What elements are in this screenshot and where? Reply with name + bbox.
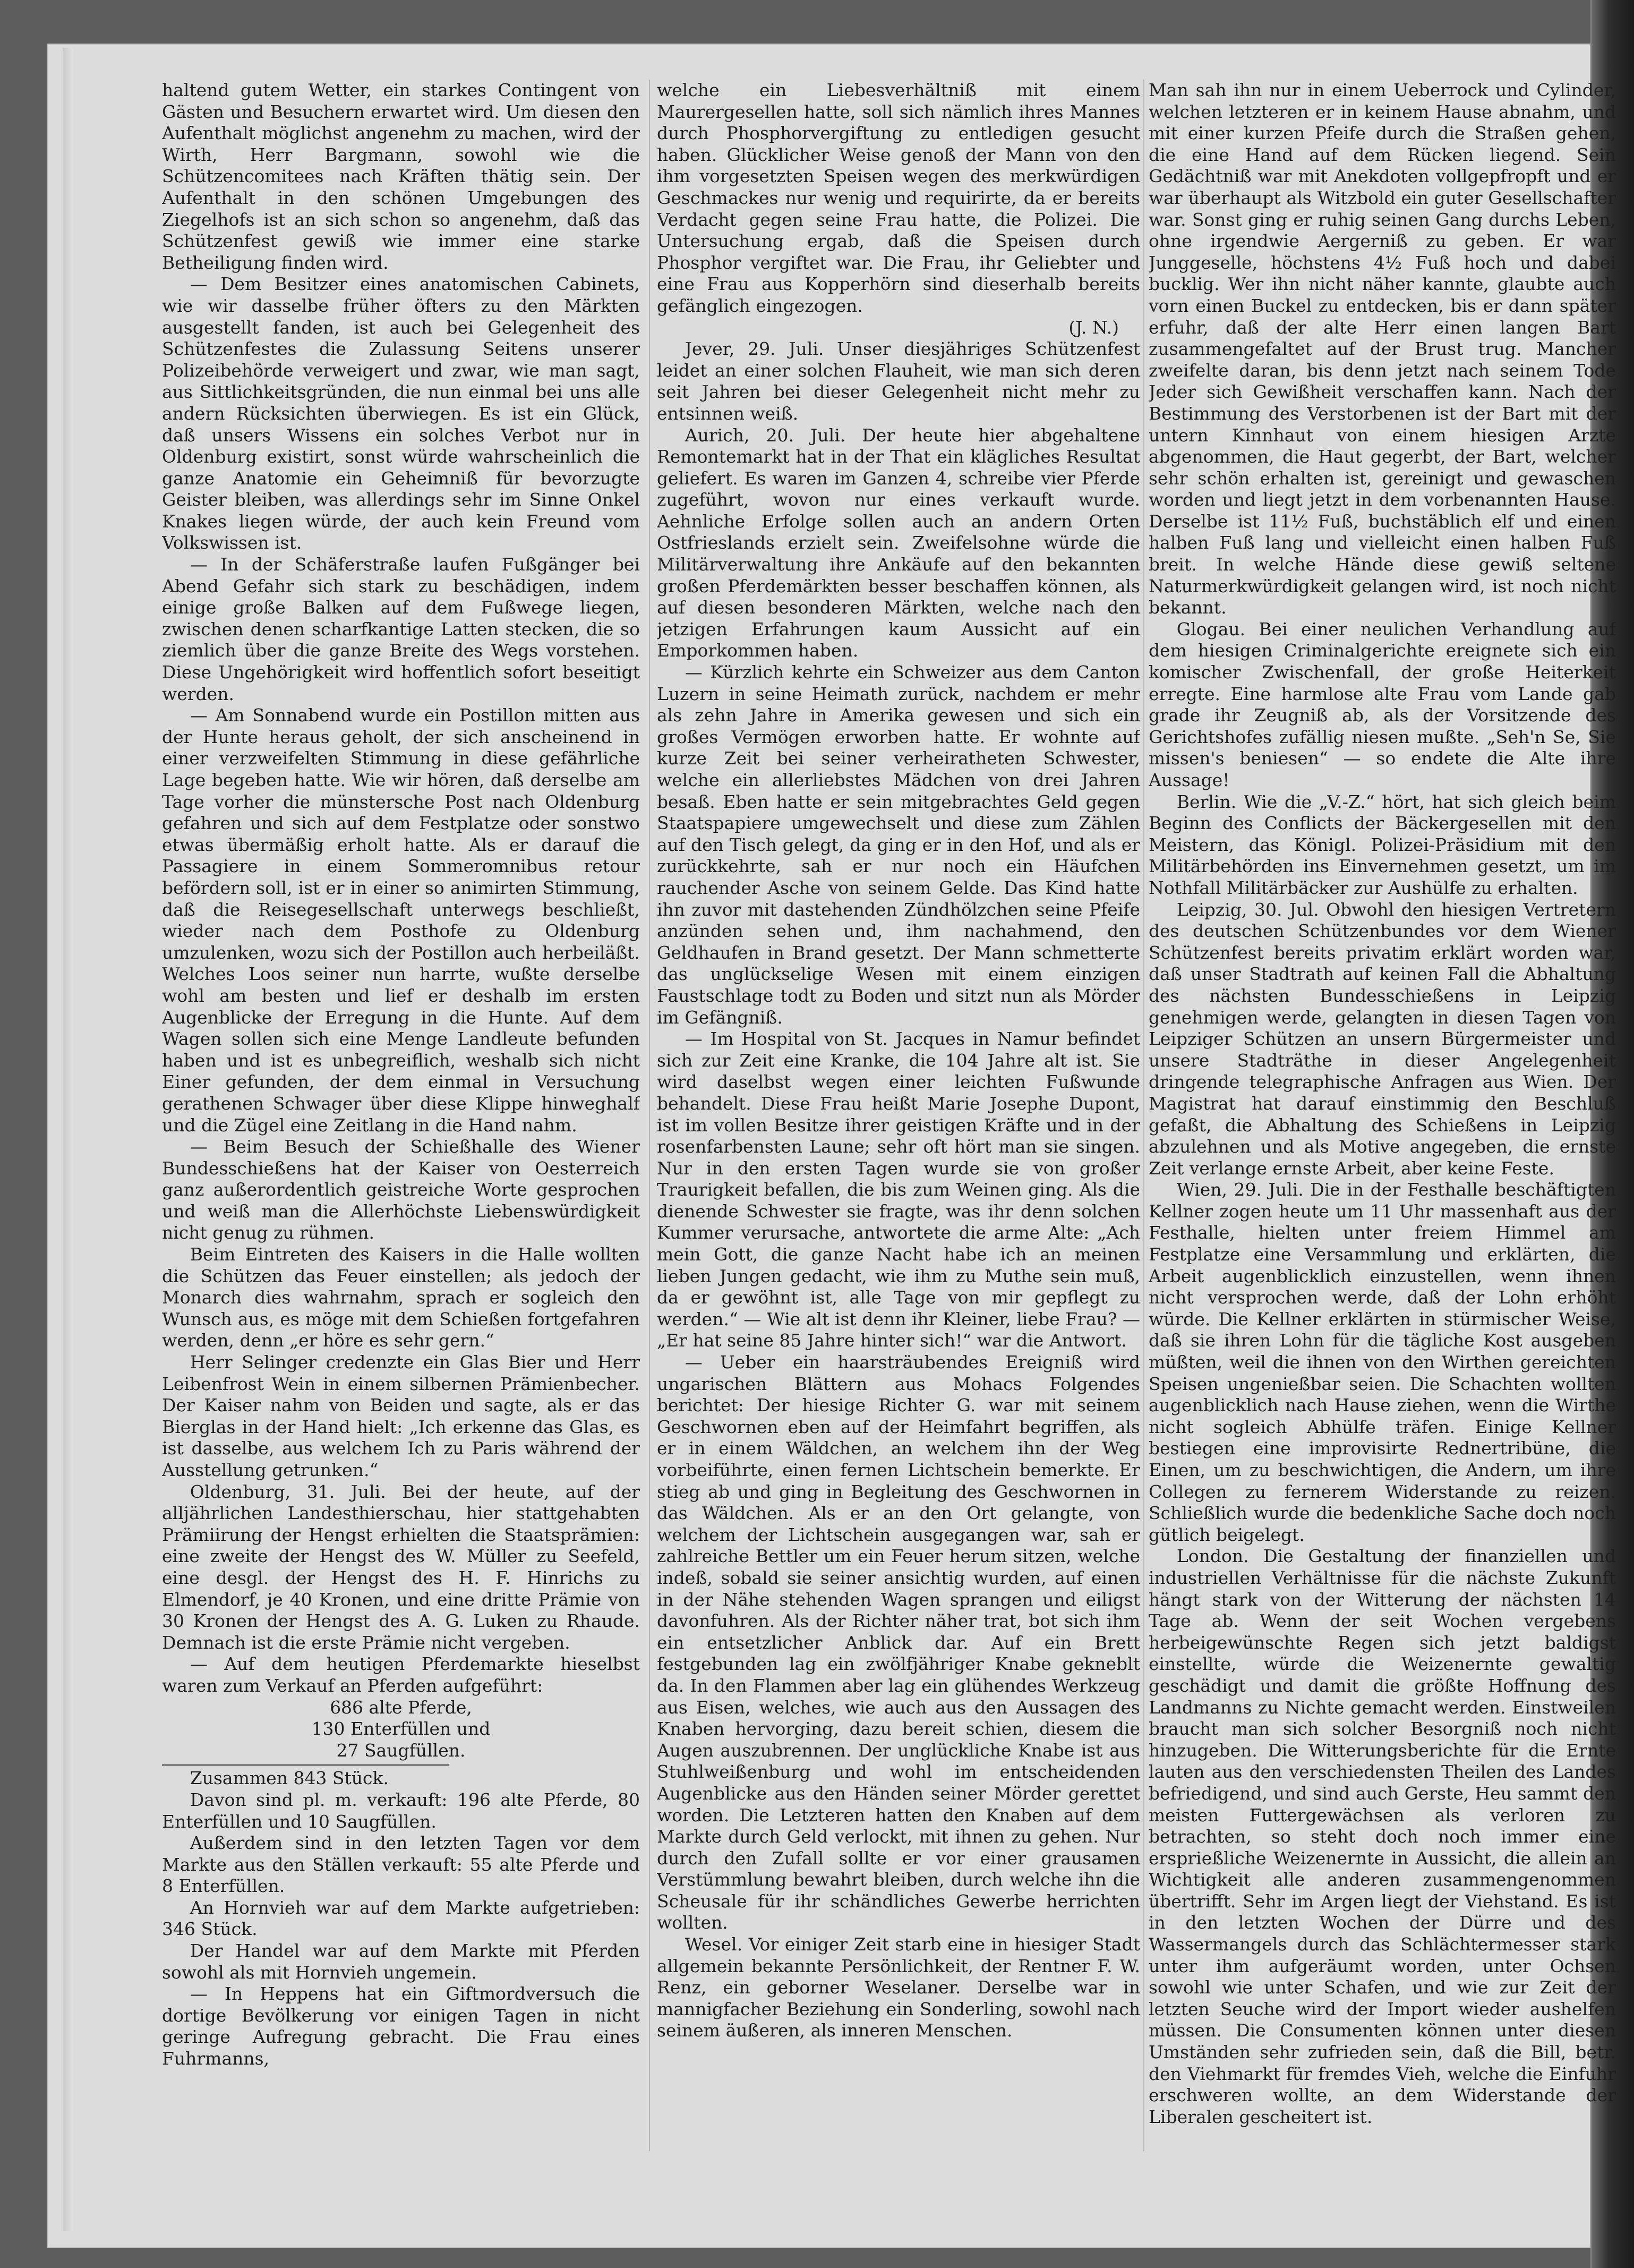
column-divider (1143, 80, 1144, 2151)
paragraph: — Ueber ein haarsträubendes Ereigniß wird ungarischen Blättern aus Mohacs Folgendes berichtet: Der hiesige Richter G. war mit seinem Geschwornen eben auf der Heimfahrt begriffen, als er in einem Wäldchen, an welchem ihn der Weg vorbeiführte, einen fernen Lichtschein bemerkte. Er stieg ab und ging in Begleitung des Geschwornen in das Wäldchen. Als er an den Ort gelangte, von welchem der Lichtschein ausgegangen war, sah er zahlreiche Bettler um ein Feuer herum sitzen, welche indeß, sobald sie seiner ansichtig wurden, auf einen in der Nähe stehenden Wagen sprangen und eiligst davonfuhren. Als der Richter näher trat, bot sich ihm ein entsetzlicher Anblick dar. Auf ein Brett festgebunden lag ein zwölfjähriger Knabe gekneblt da. In den Flammen aber lag ein glühendes Werkzeug aus Eisen, welches, wie auch aus den Aussagen des Knaben hervorging, dazu bereit schien, diesem die Augen auszubrennen. Der unglückliche Knabe ist aus Stuhlweißenburg und wohl im entscheidenden Augenblicke aus den Händen seiner Mörder gerettet worden. Die Letzteren hatten den Knaben auf dem Markte durch Geld verlockt, mit ihnen zu gehen. Nur durch den Zufall sollte er vor einer grausamen Verstümmlung bewahrt bleiben, durch welche ihn die Scheusale für ihr schändliches Gewerbe herrichten wollten. (657, 1352, 1140, 1933)
news-item-london: London. Die Gestaltung der finanziellen und industriellen Verhältnisse für die nächste Zukunft hängt stark von der Witterung der nächsten 14 Tage ab. Wenn der seit Wochen vergebens herbeigewünschte Regen sich jetzt baldigst einstellte, würde die Weizenernte gewaltig geschädigt und damit die größte Hoffnung des Landmanns zu Nichte gemacht werden. Einstweilen braucht man sich solcher Besorgniß noch nicht hinzugeben. Die Witterungsberichte für die Ernte lauten aus den verschiedensten Theilen des Landes befriedigend, und sind auch Gerste, Heu sammt den meisten Futtergewächsen als verloren zu betrachten, so steht doch noch immer eine ersprießliche Weizenernte in Aussicht, die allein an Wichtigkeit alle anderen zusammengenommen übertrifft. Sehr im Argen liegt der Viehstand. Es ist in den letzten Wochen der Dürre und des Wassermangels durch das Schlächtermesser stark unter ihm aufgeräumt worden, unter Ochsen sowohl wie unter Schafen, und wie zur Zeit der letzten Seuche wird der Import wieder aushelfen müssen. Die Consumenten können unter diesen Umständen sehr zufrieden sein, daß die Bill, betr. den Viehmarkt für fremdes Vieh, welche die Einfuhr erschweren wollte, an dem Widerstande der Liberalen gescheitert ist. (1149, 1546, 1616, 2127)
paragraph: Außerdem sind in den letzten Tagen vor dem Markte aus den Ställen verkauft: 55 alte Pferde und 8 Enterfüllen. (162, 1832, 640, 1897)
paragraph: — Im Hospital von St. Jacques in Namur befindet sich zur Zeit eine Kranke, die 104 Jahre alt ist. Sie wird daselbst wegen einer leichten Fußwunde behandelt. Diese Frau heißt Marie Josephe Dupont, ist im vollen Besitze ihrer geistigen Kräfte und in der rosenfarbensten Laune; sehr oft hört man sie singen. Nur in den ersten Tagen wurde sie von großer Traurigkeit befallen, die bis zum Weinen ging. Als die dienende Schwester sie fragte, was ihr denn solchen Kummer verursache, antwortete die arme Alte: „Ach mein Gott, die ganze Nacht habe ich an meinen lieben Jungen gedacht, wie ihm zu Muthe sein muß, da er gewöhnt ist, alle Tage von mir gepflegt zu werden.“ — Wie alt ist denn ihr Kleiner, liebe Frau? — „Er hat seine 85 Jahre hinter sich!“ war die Antwort. (657, 1028, 1140, 1351)
paragraph: — Beim Besuch der Schießhalle des Wiener Bundesschießens hat der Kaiser von Oesterreich ganz außerordentlich geistreiche Worte gesprochen und weiß man die Allerhöchste Liebenswürdigkeit nicht genug zu rühmen. (162, 1136, 640, 1243)
news-item-wesel: Wesel. Vor einiger Zeit starb eine in hiesiger Stadt allgemein bekannte Persönlichkeit, der Rentner F. W. Renz, ein geborner Weselaner. Derselbe war in mannigfacher Beziehung ein Sonderling, sowohl nach seinem äußeren, als inneren Menschen. (657, 1934, 1140, 2041)
paragraph: — In der Schäferstraße laufen Fußgänger bei Abend Gefahr sich stark zu beschädigen, indem einige große Balken auf dem Fußwege liegen, zwischen denen scharfkantige Latten stecken, die so ziemlich über die ganze Breite des Wegs vorstehen. Diese Ungehörigkeit wird hoffentlich sofort beseitigt werden. (162, 554, 640, 704)
paragraph: haltend gutem Wetter, ein starkes Contingent von Gästen und Besuchern erwartet wird. Um diesen den Aufenthalt möglichst angenehm zu machen, wird der Wirth, Herr Bargmann, sowohl wie die Schützencomitees nach Kräften thätig sein. Der Aufenthalt in den schönen Umgebungen des Ziegelhofs ist an sich schon so angenehm, daß das Schützenfest gewiß wie immer eine starke Betheiligung finden wird. (162, 80, 640, 273)
news-item-jever: Jever, 29. Juli. Unser diesjähriges Schützenfest leidet an einer solchen Flauheit, wie man sich deren seit Jahren bei dieser Gelegenheit nicht mehr zu entsinnen weiß. (657, 338, 1140, 424)
text-column-2 (657, 80, 1140, 2194)
paragraph: Herr Selinger credenzte ein Glas Bier und Herr Leibenfrost Wein in einem silbernen Prämienbecher. Der Kaiser nahm von Beiden und sagte, als er das Bierglas in der Hand hielt: „Ich erkenne das Glas, es ist dasselbe, aus welchem Ich zu Paris während der Ausstellung getrunken.“ (162, 1352, 640, 1480)
text-column-1 (162, 80, 640, 2194)
paragraph: — Kürzlich kehrte ein Schweizer aus dem Canton Luzern in seine Heimath zurück, nachdem er mehr als zehn Jahre in Amerika gewesen und sich ein großes Vermögen erworben hatte. Er wohnte auf kurze Zeit bei seiner verheiratheten Schwester, welche ein allerliebstes Mädchen von drei Jahren besaß. Eben hatte er sein mitgebrachtes Geld gegen Staatspapiere umgewechselt und diese zum Zählen auf den Tisch gelegt, da ging er in den Hof, und als er zurückkehrte, sah er nur noch ein Häufchen rauchender Asche von seinem Gelde. Das Kind hatte ihn zuvor mit dastehenden Zündhölzchen seine Pfeife anzünden sehen und, ihm nachahmend, den Geldhaufen in Brand gesetzt. Der Mann schmetterte das unglückselige Wesen mit einem einzigen Faustschlage todt zu Boden und sitzt nun als Mörder im Gefängniß. (657, 662, 1140, 1028)
news-item-leipzig: Leipzig, 30. Jul. Obwohl den hiesigen Vertretern des deutschen Schützenbundes vor dem Wiener Schützenfest bereits privatim erklärt worden war, daß unser Stadtrath auf keinen Fall die Abhaltung des nächsten Bundesschießens in Leipzig genehmigen werde, gelangten in diesen Tagen von Leipziger Schützen an unsern Bürgermeister und unsere Stadträthe in dieser Angelegenheit dringende telegraphische Anfragen aus Wien. Der Magistrat hat darauf einstimmig den Beschluß gefaßt, die Abhaltung des Schießens in Leipzig abzulehnen und als Motive angegeben, die ernste Zeit verlange ernste Arbeit, aber keine Feste. (1149, 899, 1616, 1179)
paragraph: — Am Sonnabend wurde ein Postillon mitten aus der Hunte heraus geholt, der sich anscheinend in einer verzweifelten Stimmung in diese gefährliche Lage begeben hatte. Wie wir hören, daß derselbe am Tage vorher die münstersche Post nach Oldenburg gefahren und sich auf dem Festplatze oder sonstwo etwas übermäßig erholt hatte. Als er darauf die Passagiere in einem Sommeromnibus retour befördern soll, ist er in einer so animirten Stimmung, daß die Reisegesellschaft unterwegs beschließt, wieder nach dem Posthofe zu Oldenburg umzulenken, wozu sich der Postillon auch herbeiläßt. Welches Loos seiner nun harrte, wußte derselbe wohl am besten und lief er deshalb im ersten Augenblicke der Erregung in die Hunte. Auf dem Wagen sollen sich eine Menge Landleute befunden haben und ist es unbegreiflich, weshalb sich nicht Einer gefunden, der dem einmal in Versuchung gerathenen Schwager über diese Klippe hinweghalf und die Zügel eine Zeitlang in die Hand nahm. (162, 705, 640, 1136)
stat-line: 686 alte Pferde, (330, 1696, 472, 1718)
source-signature: (J. N.) (1068, 317, 1119, 338)
sum-rule (162, 1764, 449, 1766)
paragraph: — In Heppens hat ein Giftmordversuch die dortige Bevölkerung vor einigen Tagen in nicht geringe Aufregung gebracht. Die Frau eines Fuhrmanns, (162, 1983, 640, 2069)
news-item-wien: Wien, 29. Juli. Die in der Festhalle beschäftigten Kellner zogen heute um 11 Uhr massenhaft aus der Festhalle, hielten unter freiem Himmel am Festplatze eine Versammlung und erklärten, die Arbeit augenblicklich einzustellen, wenn ihnen nicht versprochen werde, daß der Lohn erhöht würde. Die Kellner erklärten in stürmischer Weise, daß sie ihren Lohn für die tägliche Kost ausgeben müßten, weil die ihnen von den Wirthen gereichten Speisen ungenießbar seien. Die Schachten wollten augenblicklich nach Hause ziehen, wenn die Wirthe nicht sogleich Abhülfe träfen. Einige Kellner bestiegen eine improvisirte Rednertribüne, die Einen, um zu beschwichtigen, die Andern, um ihre Collegen zu fernerem Widerstande zu reizen. Schließlich wurde die bedenkliche Sache doch noch gütlich beigelegt. (1149, 1179, 1616, 1545)
news-item-glogau: Glogau. Bei einer neulichen Verhandlung auf dem hiesigen Criminalgerichte ereignete sich ein komischer Zwischenfall, der große Heiterkeit erregte. Eine harmlose alte Frau vom Lande gab grade ihr Zeugniß ab, als der Vorsitzende des Gerichtshofes zufällig niesen mußte. „Seh'n Se, Sie missen's beniesen“ — so endete die Alte ihre Aussage! (1149, 618, 1616, 790)
stat-total: Zusammen 843 Stück. (190, 1768, 389, 1789)
paragraph: Man sah ihn nur in einem Ueberrock und Cylinder, welchen letzteren er in keinem Hause abnahm, und mit einer kurzen Pfeife durch die Straßen gehen, die eine Hand auf dem Rücken liegend. Sein Gedächtniß war mit Anekdoten vollgepfropft und er war überhaupt als Witzbold ein guter Gesellschafter war. Sonst ging er ruhig seinen Gang durchs Leben, ohne irgendwie Aergerniß zu geben. Er war Junggeselle, höchstens 4½ Fuß hoch und dabei bucklig. Wer ihn nicht näher kannte, glaubte auch vorn einen Buckel zu entdecken, bis er dann später erfuhr, daß der alte Herr einen langen Bart zusammengefaltet auf der Brust trug. Mancher zweifelte daran, bis denn jetzt nach seinem Tode Jeder sich Gewißheit verschaffen kann. Nach der Bestimmung des Verstorbenen ist der Bart mit der untern Kinnhaut von einem hiesigen Arzte abgenommen, die Haut gegerbt, der Bart, welcher sehr schön erhalten ist, gereinigt und gewaschen worden und liegt jetzt in dem vorbenannten Hause. Derselbe ist 11½ Fuß, buchstäblich elf und einen halben Fuß lang und vielleicht einen halben Fuß breit. In welche Hände diese gewiß seltene Naturmerkwürdigkeit gelangen wird, ist noch nicht bekannt. (1149, 80, 1616, 618)
paragraph: An Hornvieh war auf dem Markte aufgetrieben: 346 Stück. (162, 1897, 640, 1940)
news-item-aurich: Aurich, 20. Juli. Der heute hier abgehaltene Remontemarkt hat in der That ein klägliches Resultat geliefert. Es waren im Ganzen 4, schreibe vier Pferde zugeführt, wovon nur eines verkauft wurde. Aehnliche Erfolge sollen auch an andern Orten Ostfrieslands erzielt sein. Zweifelsohne würde die Militärverwaltung ihre Ankäufe auf den bekannten großen Pferdemärkten besser beschaffen können, als auf diesen besonderen Märkten, welche nach den jetzigen Erfahrungen kaum Aussicht auf ein Emporkommen haben. (657, 424, 1140, 661)
page-left-edge (63, 48, 73, 2231)
column-divider (649, 80, 650, 2151)
stat-line: 130 Enterfüllen und (311, 1718, 491, 1740)
text-column-3 (1149, 80, 1616, 2194)
paragraph: Beim Eintreten des Kaisers in die Halle wollten die Schützen das Feuer einstellen; als jedoch der Monarch dies wahrnahm, sprach er sogleich den Wunsch aus, es möge mit dem Schießen fortgefahren werden, denn „er höre es sehr gern.“ (162, 1244, 640, 1351)
paragraph: — Auf dem heutigen Pferdemarkte hieselbst waren zum Verkauf an Pferden aufgeführt: (162, 1653, 640, 1696)
stat-line: 27 Saugfüllen. (336, 1740, 466, 1761)
paragraph: welche ein Liebesverhältniß mit einem Maurergesellen hatte, soll sich nämlich ihres Mannes durch Phosphorvergiftung zu entledigen gesucht haben. Glücklicher Weise genoß der Mann von den ihm vorgesetzten Speisen wegen des merkwürdigen Geschmackes nur wenig und requirirte, da er bereits Verdacht gegen seine Frau hatte, die Polizei. Die Untersuchung ergab, daß die Speisen durch Phosphor vergiftet war. Die Frau, ihr Geliebter und eine Frau aus Kopperhörn sind dieserhalb bereits gefänglich eingezogen. (657, 80, 1140, 316)
news-item-berlin: Berlin. Wie die „V.-Z.“ hört, hat sich gleich beim Beginn des Conflicts der Bäckergesellen mit den Meistern, das Königl. Polizei-Präsidium mit den Militärbehörden ins Einvernehmen gesetzt, um im Nothfall Militärbäcker zur Aushülfe zu erhalten. (1149, 791, 1616, 898)
paragraph: Davon sind pl. m. verkauft: 196 alte Pferde, 80 Enterfüllen und 10 Saugfüllen. (162, 1789, 640, 1832)
paragraph: Der Handel war auf dem Markte mit Pferden sowohl als mit Hornvieh ungemein. (162, 1940, 640, 1983)
paragraph: — Dem Besitzer eines anatomischen Cabinets, wie wir dasselbe früher öfters zu den Märkten ausgestellt fanden, ist auch bei Gelegenheit des Schützenfestes die Zulassung Seitens unserer Polizeibehörde verweigert und zwar, wie man sagt, aus Sittlichkeitsgründen, die nun einmal bei uns alle andern Rücksichten überwiegen. Es ist ein Glück, daß unsers Wissens ein solches Verbot nur in Oldenburg existirt, sonst würde wahrscheinlich die ganze Anatomie ein Geheimniß für bevorzugte Geister bleiben, was allerdings sehr im Sinne Onkel Knakes liegen würde, der auch kein Freund vom Volkswissen ist. (162, 274, 640, 553)
news-item-oldenburg: Oldenburg, 31. Juli. Bei der heute, auf der alljährlichen Landesthierschau, hier stattgehabten Prämiirung der Hengst erhielten die Staatsprämien: eine zweite der Hengst des W. Müller zu Seefeld, eine desgl. der Hengst des H. F. Hinrichs zu Elmendorf, je 40 Kronen, und eine dritte Prämie von 30 Kronen der Hengst des A. G. Luken zu Rhaude. Demnach ist die erste Prämie nicht vergeben. (162, 1481, 640, 1653)
